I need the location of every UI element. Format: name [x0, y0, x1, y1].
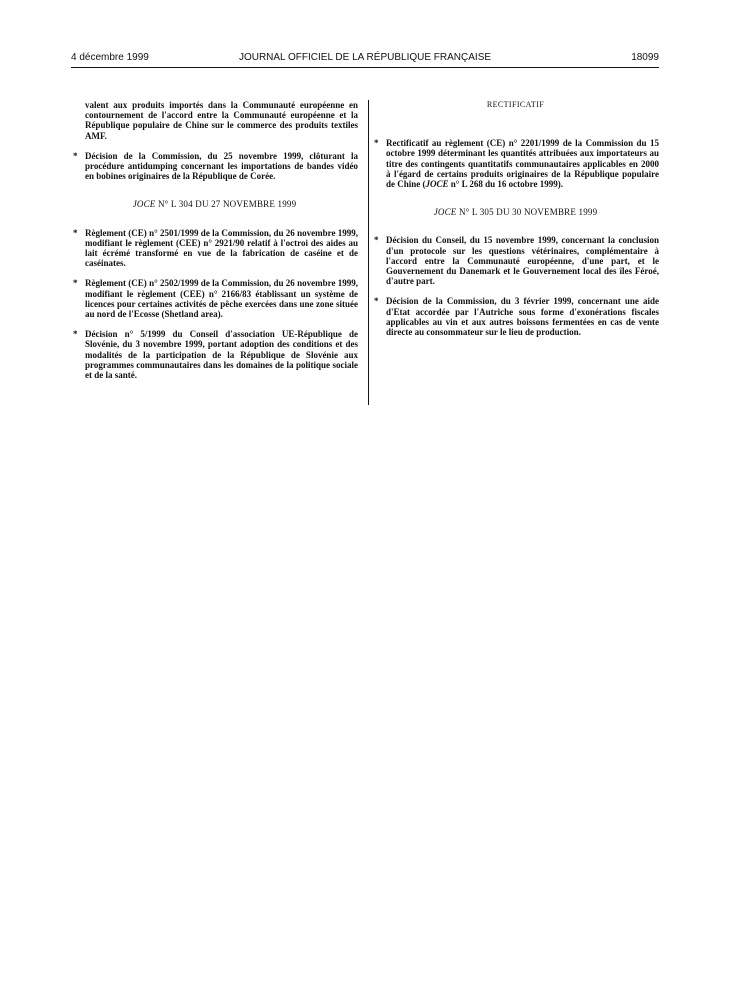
right-column: [372, 100, 659, 347]
section-issue: N° L 304 DU 27 NOVEMBRE 1999: [157, 199, 297, 210]
section-issue: N° L 305 DU 30 NOVEMBRE 1999: [458, 207, 598, 218]
list-item: [71, 278, 358, 319]
asterisk-marker: *: [374, 296, 379, 307]
header-rule: [71, 67, 659, 68]
rectificatif-heading: RECTIFICATIF: [486, 100, 545, 109]
entry-text: Décision du Conseil, du 15 novembre 1999, concernant la conclusion d'un protocole sur les questions vétérinaires, complémentaire à l'accord entre la Communauté européenne, d'une part, et le Gouvernement du Danemark et le Gouvernement local des îles Féroé, d'autre part.: [386, 235, 659, 287]
asterisk-marker: *: [73, 278, 78, 289]
page-header: [71, 52, 659, 66]
list-item: [372, 235, 659, 286]
list-item: [71, 228, 358, 269]
entry-text: Règlement (CE) n° 2502/1999 de la Commission, du 26 novembre 1999, modifiant le règlement (CEE) n° 2166/83 établissant un système de licences pour certaines activités de pêche exercées dans une zone située au nord de l'Ecosse (Shetland area).: [85, 278, 358, 320]
section-heading: [71, 199, 358, 209]
header-date: 4 décembre 1999: [71, 52, 149, 63]
asterisk-marker: *: [73, 227, 78, 238]
list-item: [372, 296, 659, 337]
entry-text: Règlement (CE) n° 2501/1999 de la Commission, du 26 novembre 1999, modifiant le règlement (CEE) n° 2921/90 relatif à l'octroi des aides au lait écrémé transformé en vue de la fabrication de caséine et de caséinates.: [85, 227, 358, 269]
entry-text: Décision de la Commission, du 25 novembre 1999, clôturant la procédure antidumping concernant les importations de bandes vidéo en bobines originaires de la République de Corée.: [85, 150, 358, 182]
left-column: [71, 100, 358, 390]
section-joce: JOCE: [132, 199, 156, 210]
list-item: [71, 329, 358, 380]
asterisk-marker: *: [73, 329, 78, 340]
entry-text: Décision de la Commission, du 3 février 1999, concernant une aide d'Etat accordée par l'Autriche sous forme d'exonérations fiscales applicables au vin et aux autres boissons fermentées en cas de vente directe au consommateur sur le lieu de production.: [386, 296, 659, 338]
asterisk-marker: *: [374, 138, 379, 149]
section-joce: JOCE: [433, 207, 457, 218]
asterisk-marker: *: [374, 235, 379, 246]
entry-text: Rectificatif au règlement (CE) n° 2201/1999 de la Commission du 15 octobre 1999 déterminant les quantités attribuées aux importateurs au titre des contingents quantitatifs communautaires applicables en 2000 à l'égard de certains produits originaires de la République populaire de Chine (: [386, 138, 659, 190]
continued-entry: valent aux produits importés dans la Communauté européenne en contournement de l'accord entre la Communauté européenne et la République populaire de Chine sur le commerce des produits textiles AMF.: [85, 100, 358, 141]
asterisk-marker: *: [73, 150, 78, 161]
column-divider: [368, 100, 369, 405]
entry-text: Décision n° 5/1999 du Conseil d'association UE-République de Slovénie, du 3 novembre 1999, portant adoption des conditions et des modalités de la participation de la République de Slovénie aux programmes communautaires dans les domaines de la politique sociale et de la santé.: [85, 329, 358, 381]
section-heading: [372, 207, 659, 217]
entry-joce: JOCE: [425, 179, 449, 190]
entry-text-tail: n° L 268 du 16 octobre 1999).: [448, 179, 563, 190]
header-journal-title: JOURNAL OFFICIEL DE LA RÉPUBLIQUE FRANÇAISE: [238, 52, 492, 63]
list-item: [71, 151, 358, 182]
list-item: [372, 138, 659, 189]
header-page-number: 18099: [631, 52, 659, 63]
